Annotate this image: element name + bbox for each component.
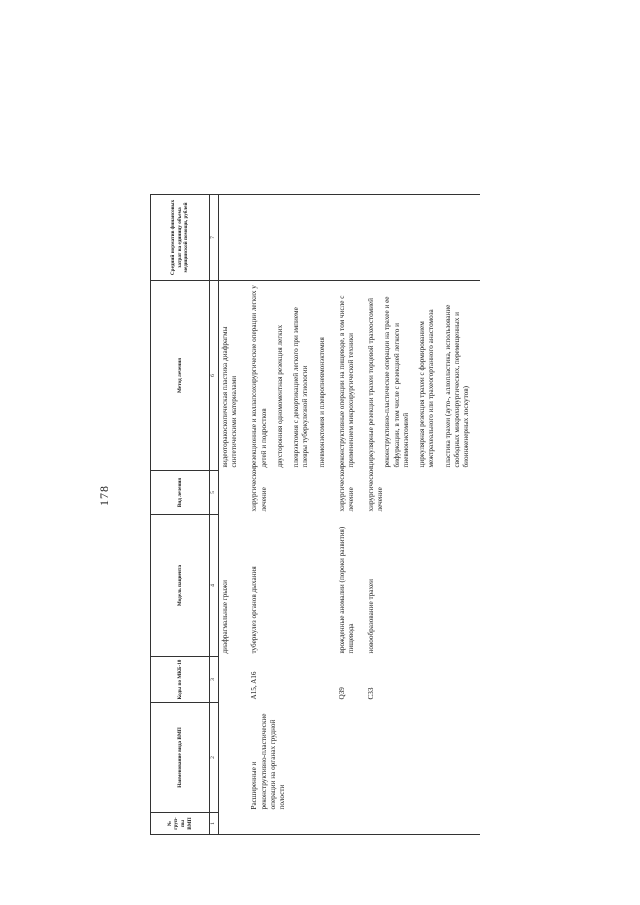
rotated-table-container [150, 195, 628, 835]
treatment-type-cell: хирургическое лечение [250, 466, 268, 512]
icd-codes-cell: Q39 [337, 687, 346, 700]
table-row [248, 195, 335, 835]
treatment-method-cell [365, 281, 480, 471]
header-cost: Средний норматив финансовых затрат на единицу объема медицинской помощи, рублей [151, 195, 210, 281]
column-number: 6 [210, 281, 219, 471]
header-group-number: № груп-пы ВМП [151, 813, 210, 835]
treatment-type-cell: хирургическое лечение [337, 466, 355, 512]
column-number: 2 [210, 703, 219, 813]
vmp-name-cell: Расширенные и реконструктивно-пластические операции на органах грудной полости [250, 713, 287, 810]
method-item: циркулярные резекции трахеи торцевой трахеостомией [367, 298, 376, 468]
table-row [365, 195, 480, 835]
method-item: пневмонэктомия и плевропневмонэктомия [317, 337, 326, 468]
header-treatment-type: Вид лечения [151, 471, 210, 515]
method-item: резекционные и коллапсохирургические операции легких у детей и подростков [250, 285, 268, 468]
method-item: видеоторакоскопическая пластика диафрагмы синтетическими материалами [221, 326, 239, 468]
column-number: 1 [210, 813, 219, 835]
treatment-method-cell [336, 281, 365, 471]
method-item: реконструктивные операции на пищеводе, в том числе с применением микрохирургической техники [337, 295, 355, 468]
method-item: циркулярная резекция трахеи с формированием межтрахеального или трахеогортанного анастомоза [418, 309, 436, 468]
vmp-table [150, 194, 480, 835]
icd-codes-cell: C33 [367, 687, 376, 700]
header-vmp-name: Наименование вида ВМП [151, 703, 210, 813]
header-icd-codes: Коды по МКБ-10 [151, 657, 210, 703]
header-patient-model: Модель пациента [151, 515, 210, 657]
method-item: реконструктивно-пластические операции на трахее и ее бифуркации, в том числе с резекцией легкого и пневмонэктомией [383, 296, 410, 468]
page-number: 178 [97, 485, 111, 506]
patient-model-cell: новообразование трахеи [367, 579, 376, 654]
table-row [336, 195, 365, 835]
table-row [219, 195, 249, 835]
column-numbers-row [210, 195, 219, 835]
column-number: 7 [210, 195, 219, 281]
treatment-method-cell [219, 281, 249, 471]
patient-model-cell: туберкулез органов дыхания [250, 566, 259, 654]
header-row [151, 195, 210, 835]
patient-model-cell: врожденные аномалии (пороки развития) пищевода [337, 526, 355, 654]
treatment-method-cell [248, 281, 335, 471]
method-item: плеврэктомия с декортикацией легкого при эмпиеме плевры туберкулезной этиологии [292, 307, 310, 468]
patient-model-cell: диафрагмальные грыжи [221, 580, 229, 654]
column-number: 3 [210, 657, 219, 703]
icd-codes-cell: A15, A16 [250, 671, 259, 700]
treatment-type-cell: хирургическое лечение [367, 466, 385, 512]
column-number: 5 [210, 471, 219, 515]
header-treatment-method: Метод лечения [151, 281, 210, 471]
method-item: пластика трахеи (ауто-, аллопластика, использование свободных микрохирургических, перемещенных и биоинженерных лоскутов) [443, 304, 470, 468]
column-number: 4 [210, 515, 219, 657]
method-item: двусторонняя одномоментная резекция легких [275, 324, 284, 468]
